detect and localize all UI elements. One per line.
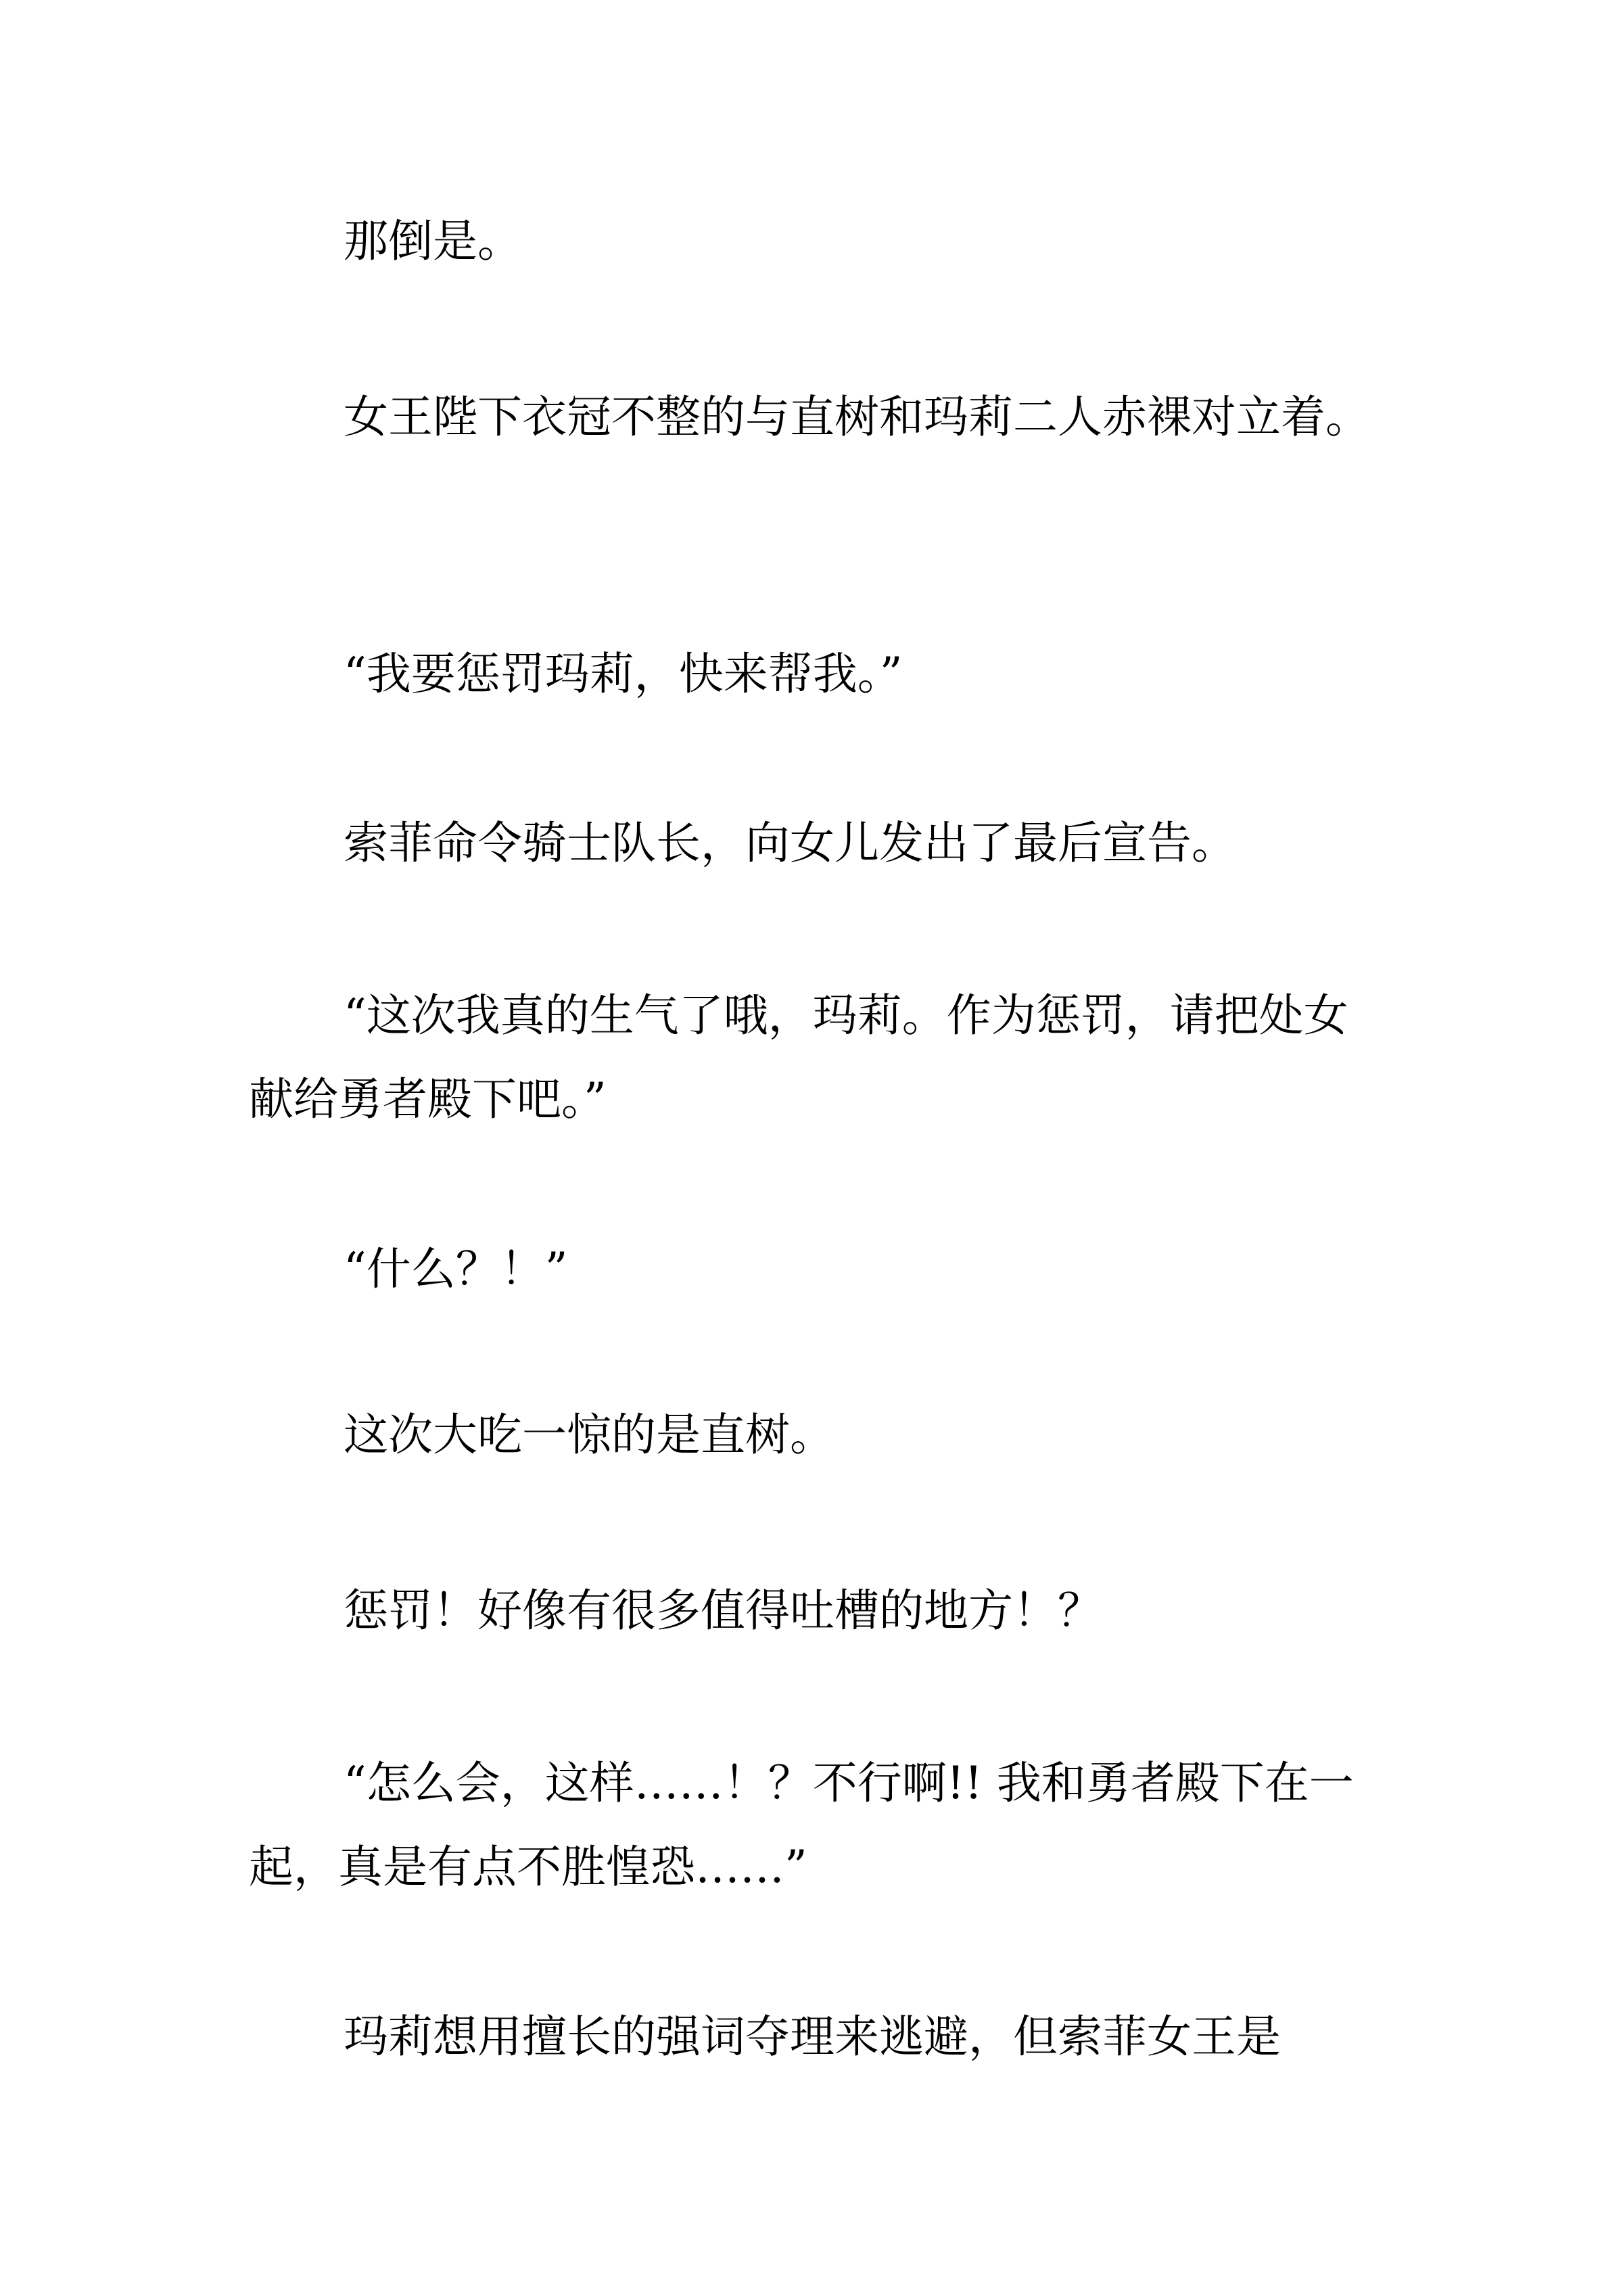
paragraph: 这次大吃一惊的是直树。 [344, 1409, 834, 1461]
paragraph: 索菲命令骑士队长，向女儿发出了最后宣告。 [344, 817, 1236, 869]
paragraph: 玛莉想用擅长的强词夺理来逃避，但索菲女王是 [344, 2011, 1281, 2063]
paragraph: “什么？！” [344, 1243, 568, 1295]
paragraph: “这次我真的生气了哦，玛莉。作为惩罚，请把处女献给勇者殿下吧。” [249, 989, 1348, 1125]
paragraph: “怎么会，这样……！？不行啊!! 我和勇者殿下在一起，真是有点不胜惶恐……” [249, 1757, 1354, 1893]
paragraph: 那倒是。 [344, 215, 522, 267]
paragraph: “我要惩罚玛莉，快来帮我。” [344, 648, 903, 700]
paragraph: 惩罚！好像有很多值得吐槽的地方！？ [344, 1585, 1102, 1637]
paragraph: 女王陛下衣冠不整的与直树和玛莉二人赤裸对立着。 [344, 391, 1370, 443]
